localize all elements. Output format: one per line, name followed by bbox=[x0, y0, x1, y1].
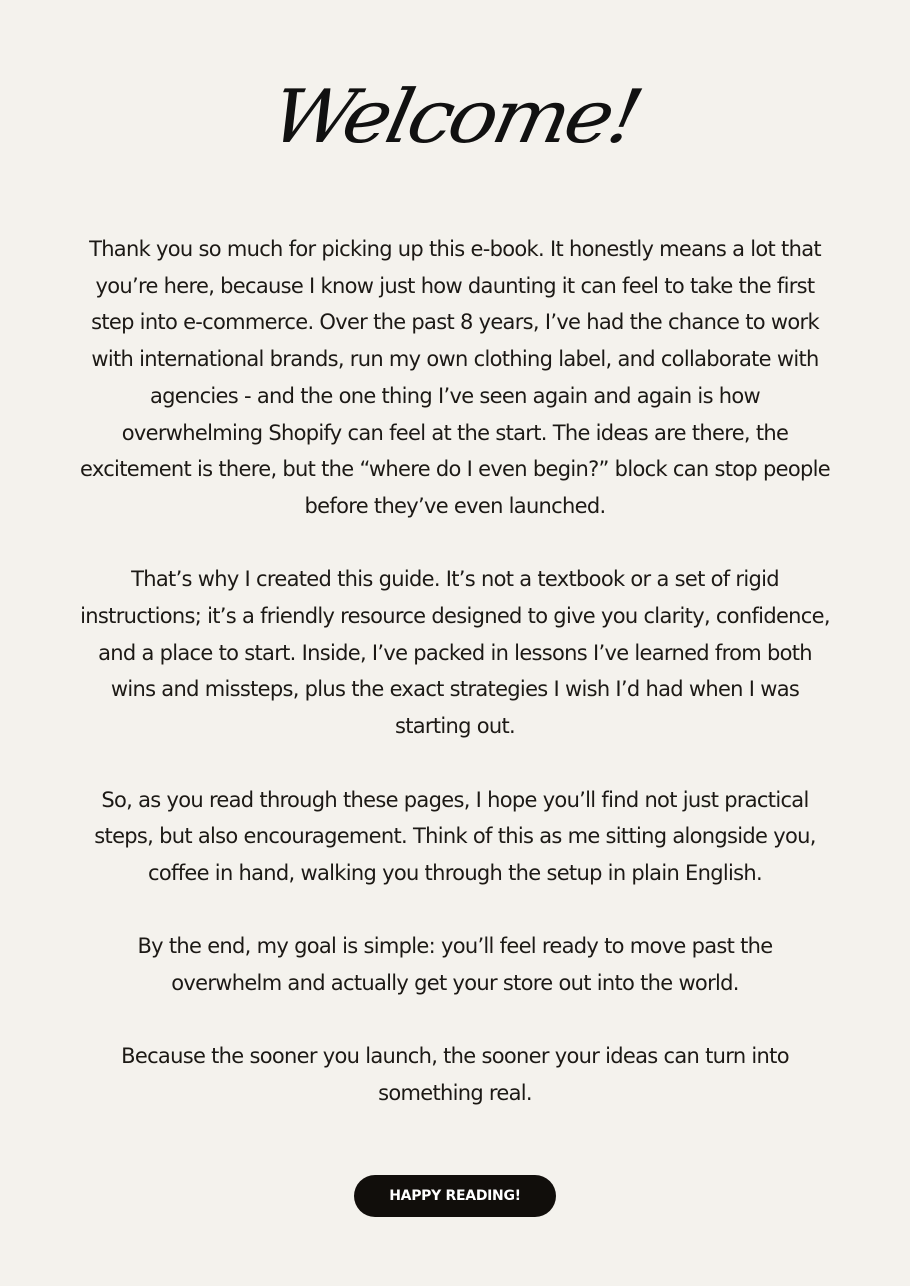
encouragement-paragraph: So, as you read through these pages, I hope you’ll find not just practical steps, but also encouragement. Think of this as me sitting alongside you, coffee in hand, walking you through the setup in plain English. bbox=[94, 787, 816, 885]
intro-paragraph: Thank you so much for picking up this e-book. It honestly means a lot that you’re here, because I know just how daunting it can feel to take the first step into e-commerce. Over the past 8 years, I’ve had the chance to work with international brands, run my own clothing label, and collaborate with agencies - and the one thing I’ve seen again and again is how overwhelming Shopify can feel at the start. The ideas are there, the excitement is there, but the “where do I even begin?” block can stop people before they’ve even launched. bbox=[80, 237, 830, 518]
welcome-heading: Welcome! bbox=[263, 73, 647, 160]
closing-paragraph: Because the sooner you launch, the sooner your ideas can turn into something real. bbox=[121, 1044, 789, 1106]
welcome-body bbox=[80, 231, 830, 1112]
guide-purpose-paragraph: That’s why I created this guide. It’s not a textbook or a set of rigid instructions; it’s a friendly resource designed to give you clarity, confidence, and a place to start. Inside, I’ve packed in lessons I’ve learned from both wins and missteps, plus the exact strategies I wish I’d had when I was starting out. bbox=[80, 567, 830, 739]
goal-paragraph: By the end, my goal is simple: you’ll feel ready to move past the overwhelm and actually get your store out into the world. bbox=[137, 934, 773, 996]
happy-reading-button[interactable]: HAPPY READING! bbox=[354, 1175, 556, 1217]
